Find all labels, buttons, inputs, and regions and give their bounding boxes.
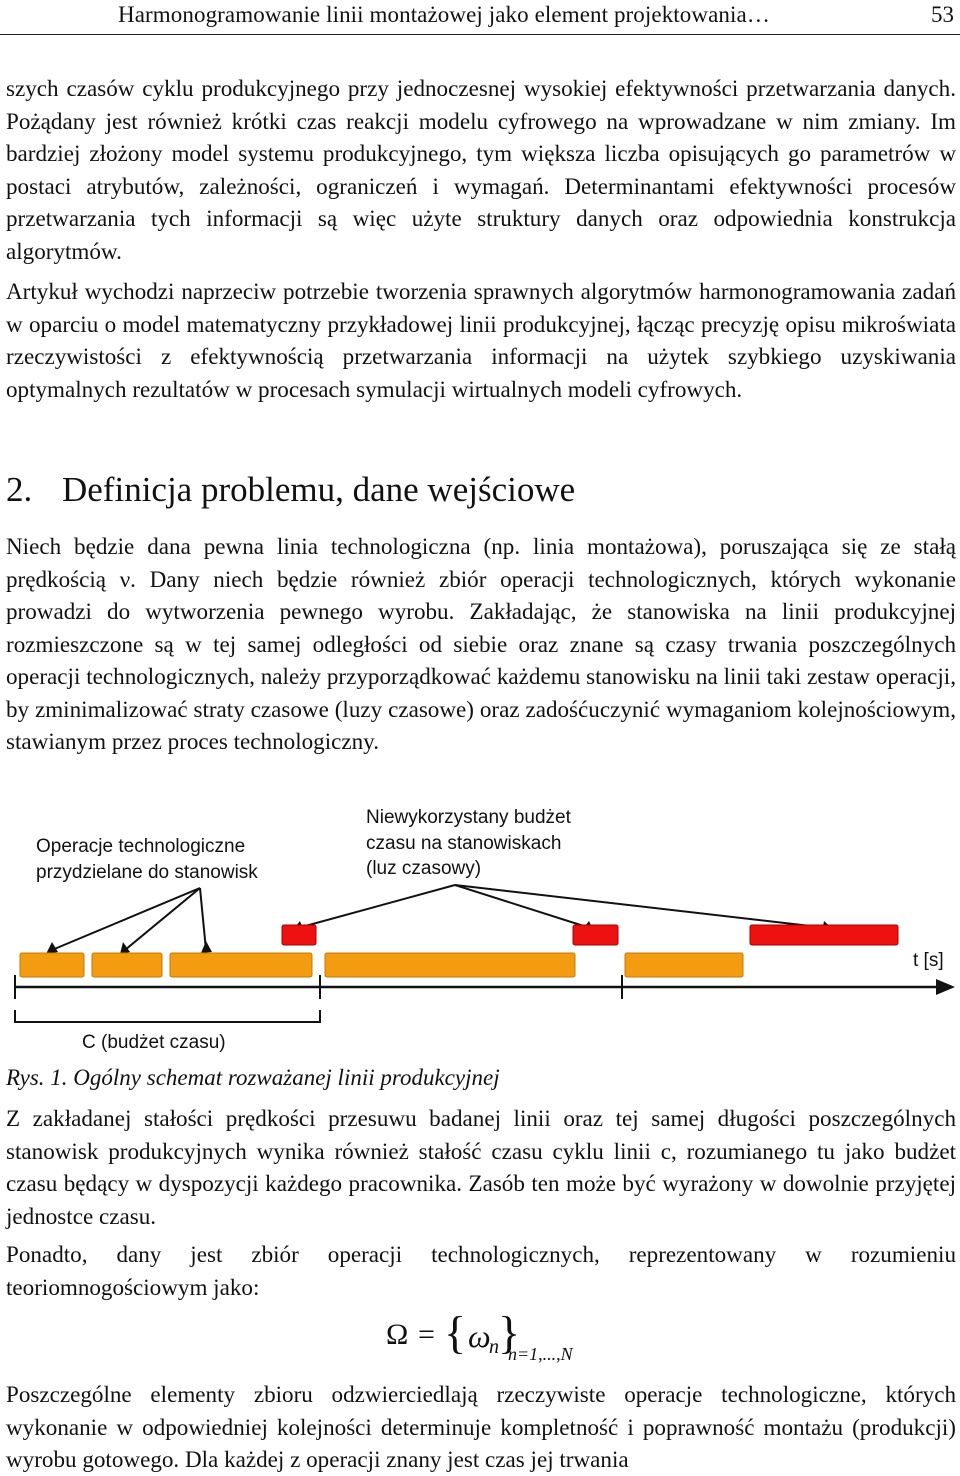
arrow-line [298, 885, 455, 928]
label-operations-line1: Operacje technologiczne [36, 836, 246, 857]
label-slack-line2: czasu na stanowiskach [366, 833, 562, 854]
slack-block-2 [573, 925, 618, 945]
running-title: Harmonogramowanie linii montażowej jako element projektowania… [118, 2, 770, 27]
page-header [0, 0, 960, 35]
figure-caption: Rys. 1. Ogólny schemat rozważanej linii produkcyjnej [6, 1065, 500, 1090]
formula-range: n=1,...,N [508, 1344, 573, 1364]
paragraph-elements: Poszczególne elementy zbioru odzwierciedlają rzeczywiste operacje technologiczne, których wykonanie w odpowiedniej kolejności determinuje kompletność i poprawność montażu (produkcji) wyrobu gotowego. Dla każdej z operacji znany jest czas jej trwania [6, 1381, 956, 1472]
operation-block-5 [625, 953, 743, 977]
formula-element: ω [468, 1318, 491, 1354]
arrow-line [52, 888, 200, 950]
production-line-diagram [0, 790, 960, 1060]
slack-block-1 [282, 925, 316, 945]
paragraph-operations-set: Ponadto, dany jest zbiór operacji technologicznych, reprezentowany w rozumieniu teoriomnogościowym jako: [6, 1241, 956, 1300]
section-heading [6, 468, 575, 512]
diagram-svg [0, 790, 960, 1060]
time-axis-arrowhead [936, 979, 955, 995]
arrow-line [455, 885, 828, 928]
paragraph-problem-definition: Niech będzie dana pewna linia technologiczna (np. linia montażowa), poruszająca się ze stałą prędkością ν. Dany niech będzie również zbiór operacji technologicznych, których wykonanie prowadzi do wytworzenia pewnego wyrobu. Zakładając, że stanowiska na linii produkcyjnej rozmieszczone są w tej samej odległości od siebie oraz znane są czasy trwania poszczególnych operacji technologicznych, należy przyporządkować każdemu stanowisku na linii taki zestaw operacji, by zminimalizować straty czasowe (luzy czasowe) oraz zadośćuczynić wymaganiom kolejnościowym, stawianym przez proces technologiczny. [6, 533, 956, 754]
paragraph-cycle-time: Z zakładanej stałości prędkości przesuwu badanej linii oraz tej samej długości poszczególnych stanowisk produkcyjnych wynika również stałość czasu cyklu linii c, rozumianego tu jako budżet czasu będący w dyspozycji każdego pracownika. Zasób ten może być wyrażony w dowolnie przyjętej jednostce czasu. [6, 1105, 956, 1229]
budget-bracket [15, 1010, 320, 1022]
operation-block-4 [325, 953, 575, 977]
arrow-line [125, 888, 200, 950]
operation-block-3 [170, 953, 312, 977]
paragraph-article-purpose: Artykuł wychodzi naprzeciw potrzebie tworzenia sprawnych algorytmów harmonogramowania zadań w oparciu o model matematyczny przykładowej linii produkcyjnej, łącząc precyzję opisu mikroświata rzeczywistości z efektywnością przetwarzania informacji na użytek szybkiego uzyskiwania optymalnych rezultatów w procesach symulacji wirtualnych modeli cyfrowych. [6, 278, 956, 402]
arrow-line [200, 888, 206, 950]
formula-element-index: n [489, 1336, 499, 1358]
operation-arrows [52, 888, 206, 950]
operation-block-1 [20, 953, 84, 977]
set-formula [386, 1307, 686, 1370]
page-number: 53 [931, 2, 954, 27]
arrowhead [201, 941, 212, 953]
section-number: 2. [6, 470, 33, 509]
time-axis-label: t [s] [913, 950, 944, 971]
label-slack-line3: (luz czasowy) [366, 858, 482, 879]
slack-arrows [298, 885, 828, 928]
slack-block-3 [750, 925, 898, 945]
label-budget: C (budżet czasu) [82, 1032, 226, 1053]
formula-right-brace: } [498, 1307, 521, 1358]
operation-block-2 [92, 953, 162, 977]
formula-lhs: Ω [386, 1318, 409, 1351]
label-operations-line2: przydzielane do stanowisk [36, 862, 258, 883]
arrow-line [455, 885, 590, 928]
formula-left-brace: { [444, 1307, 467, 1358]
label-slack-line1: Niewykorzystany budżet [366, 807, 571, 828]
paragraph-intro-continued: szych czasów cyklu produkcyjnego przy jednoczesnej wysokiej efektywności przetwarzania danych. Pożądany jest również krótki czas reakcji modelu cyfrowego na wprowadzane w nim zmiany. Im bardziej złożony model systemu produkcyjnego, tym większa liczba opisujących go parametrów w postaci atrybutów, zależności, ograniczeń i wymagań. Determinantami efektywności procesów przetwarzania tych informacji są więc użyte struktury danych oraz odpowiednia konstrukcja algorytmów. [6, 75, 956, 264]
section-title: Definicja problemu, dane wejściowe [62, 470, 576, 509]
formula-equals: = [418, 1318, 435, 1351]
